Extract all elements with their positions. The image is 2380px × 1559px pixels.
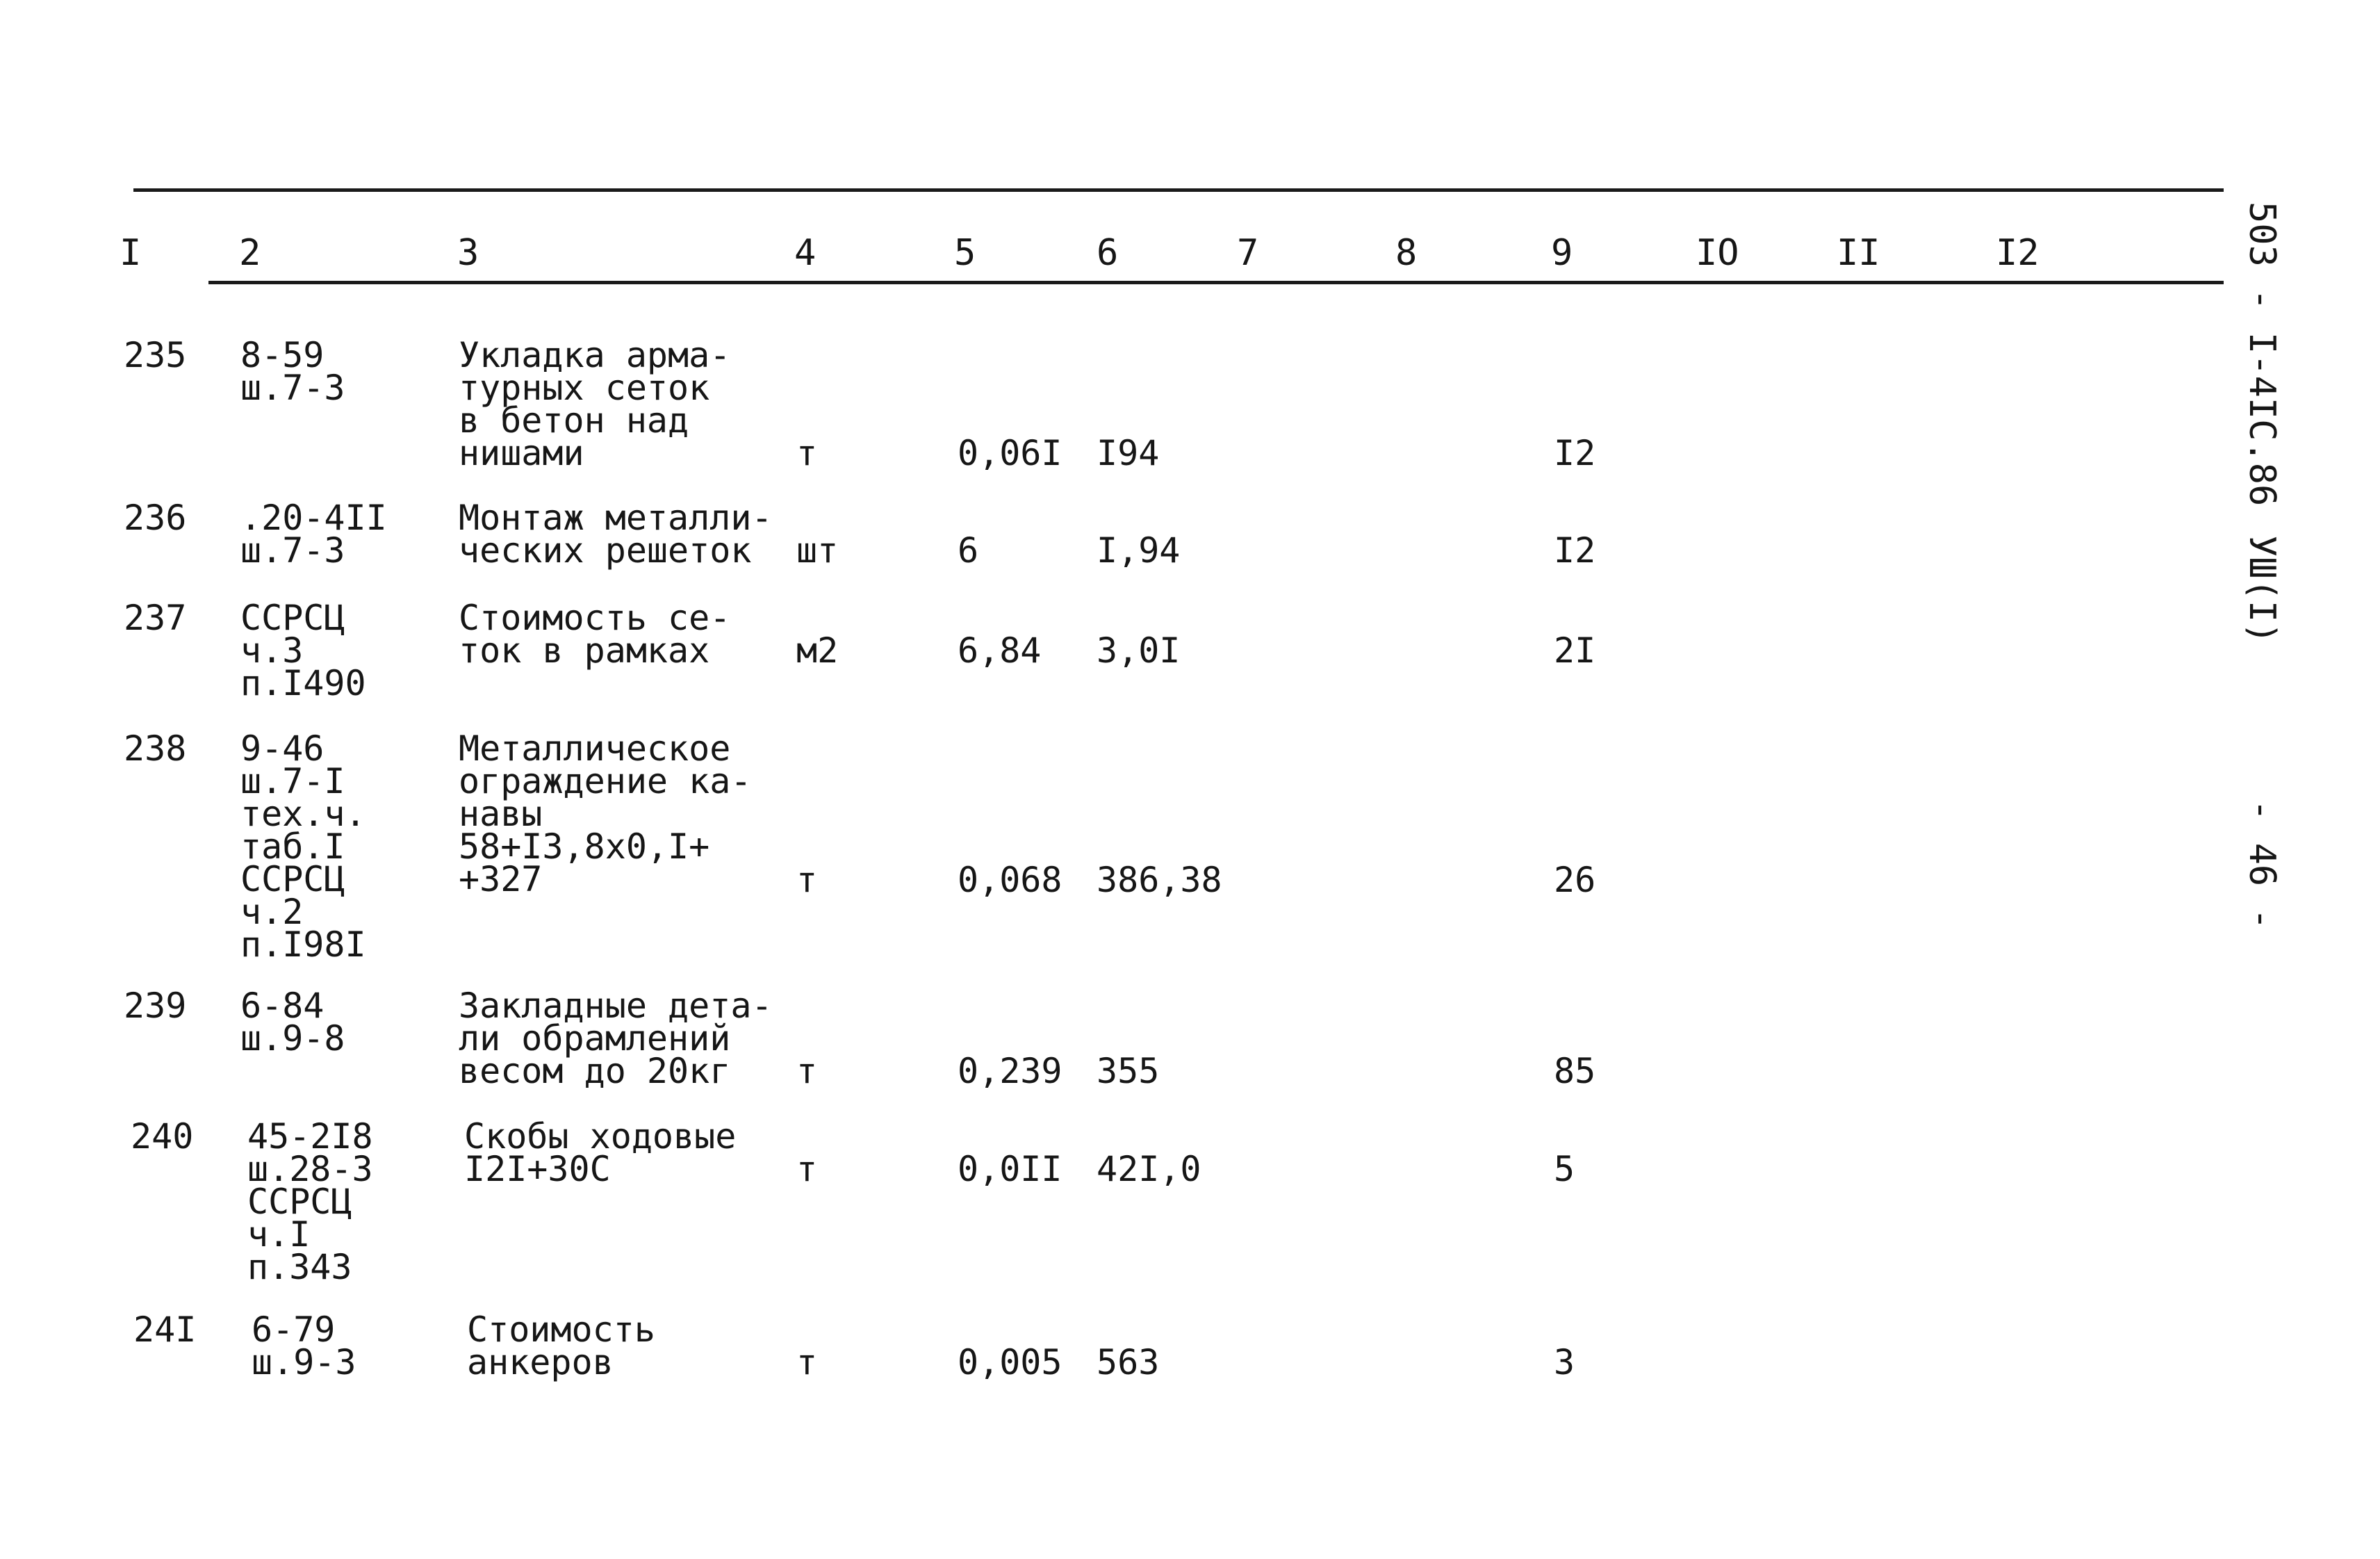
norm-reference: 45-2I8 ш.28-3 ССРСЦ ч.I п.343 [247, 1116, 373, 1287]
row-number: 239 [124, 986, 187, 1026]
header-col-1: I [120, 232, 142, 274]
work-description: Скобы ходовые I2I+30C [464, 1116, 737, 1189]
header-col-5: 5 [954, 232, 976, 274]
norm-reference: 6-84 ш.9-8 [240, 986, 345, 1059]
document-code: 503 - I-4IC.86 [2241, 202, 2283, 507]
header-rule [208, 281, 2224, 284]
unit-price: 386,38 [1097, 860, 1222, 900]
header-col-12: I2 [1996, 232, 2040, 274]
top-rule [133, 188, 2224, 192]
norm-reference: .20-4II ш.7-3 [240, 498, 387, 571]
work-description: Закладные дета- ли обрамлений весом до 20кг [459, 986, 773, 1091]
norm-reference: ССРСЦ ч.3 п.I490 [240, 598, 366, 703]
work-description: Металлическое ограждение ка- навы 58+I3,8x0,I+ +327 [459, 728, 752, 899]
unit-price: 3,0I [1097, 630, 1181, 671]
unit-price: 563 [1097, 1342, 1160, 1382]
row-number: 24I [133, 1309, 197, 1350]
row-number: 238 [124, 728, 187, 769]
unit: т [796, 433, 818, 473]
header-col-8: 8 [1395, 232, 1418, 274]
unit: шт [796, 530, 839, 571]
quantity: 0,239 [958, 1051, 1062, 1091]
header-col-11: II [1837, 232, 1880, 274]
header-col-7: 7 [1237, 232, 1259, 274]
norm-reference: 6-79 ш.9-3 [252, 1309, 356, 1382]
header-col-4: 4 [794, 232, 816, 274]
column-9-value: 26 [1554, 860, 1596, 900]
column-9-value: 85 [1554, 1051, 1596, 1091]
column-9-value: I2 [1554, 433, 1596, 473]
unit-price: I94 [1097, 433, 1160, 473]
margin-stamp [2224, 202, 2300, 966]
quantity: 6 [958, 530, 979, 571]
quantity: 0,06I [958, 433, 1062, 473]
header-col-3: 3 [457, 232, 479, 274]
row-number: 240 [131, 1116, 194, 1157]
album-number: УШ(I) [2241, 535, 2283, 644]
column-9-value: 5 [1554, 1149, 1575, 1189]
header-col-9: 9 [1551, 232, 1573, 274]
quantity: 0,068 [958, 860, 1062, 900]
header-col-2: 2 [239, 232, 261, 274]
column-9-value: 3 [1554, 1342, 1575, 1382]
unit-price: 42I,0 [1097, 1149, 1201, 1189]
unit: т [796, 1149, 818, 1189]
header-col-6: 6 [1097, 232, 1119, 274]
work-description: Стоимость се- ток в рамках [459, 598, 731, 671]
work-description: Монтаж металли- ческих решеток [459, 498, 773, 571]
norm-reference: 9-46 ш.7-I тех.ч. таб.I ССРСЦ ч.2 п.I98I [240, 728, 366, 965]
unit: т [796, 1342, 818, 1382]
column-9-value: 2I [1554, 630, 1596, 671]
row-number: 237 [124, 598, 187, 638]
unit-price: 355 [1097, 1051, 1160, 1091]
unit: м2 [796, 630, 839, 671]
page-number: - 46 - [2241, 799, 2283, 930]
quantity: 0,0II [958, 1149, 1062, 1189]
work-description: Стоимость анкеров [467, 1309, 655, 1382]
norm-reference: 8-59 ш.7-3 [240, 335, 345, 408]
unit-price: I,94 [1097, 530, 1181, 571]
column-9-value: I2 [1554, 530, 1596, 571]
quantity: 6,84 [958, 630, 1042, 671]
header-col-10: IO [1696, 232, 1739, 274]
quantity: 0,005 [958, 1342, 1062, 1382]
work-description: Укладка арма- турных сеток в бетон над нишами [459, 335, 731, 473]
unit: т [796, 860, 818, 900]
unit: т [796, 1051, 818, 1091]
row-number: 235 [124, 335, 187, 375]
row-number: 236 [124, 498, 187, 538]
